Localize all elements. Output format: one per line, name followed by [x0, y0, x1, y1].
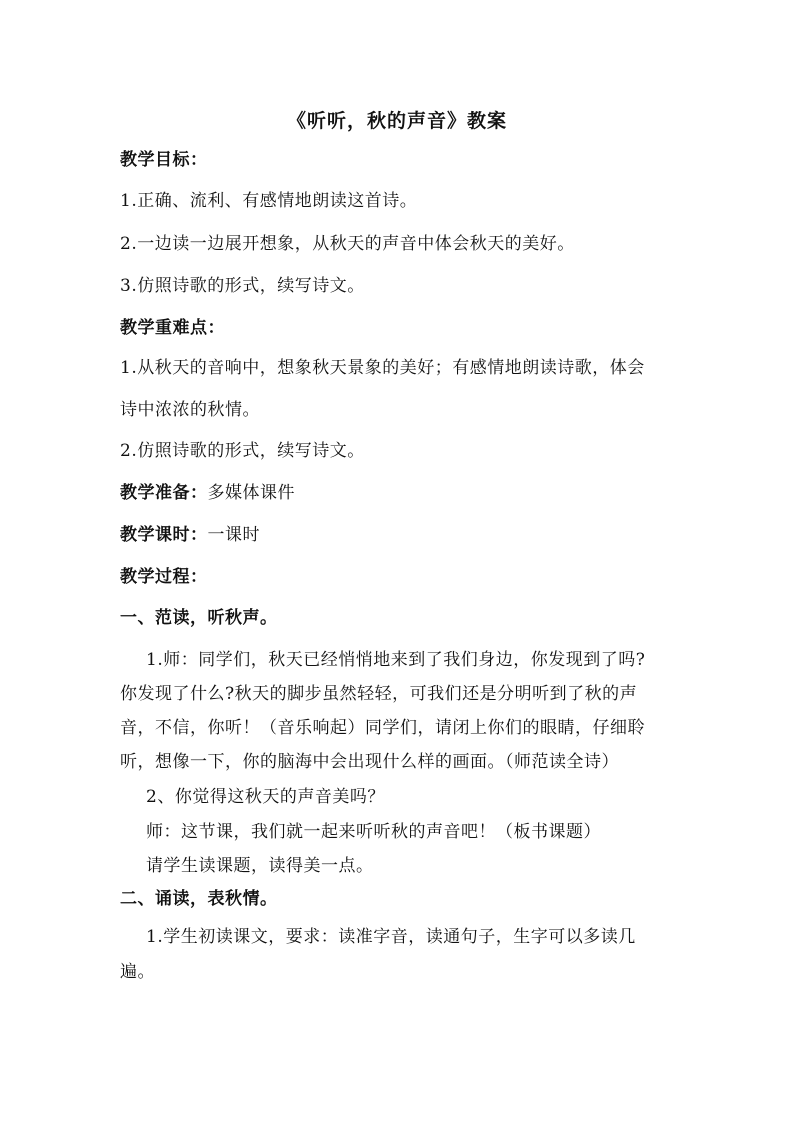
section1-paragraph: 2、你觉得这秋天的声音美吗？	[146, 787, 385, 807]
section2-paragraph-line: 1.学生初读课文，要求：读准字音，读通句子，生字可以多读几	[146, 927, 636, 947]
document-title: 《听听，秋的声音》教案	[286, 110, 507, 132]
process-heading: 教学过程：	[120, 567, 208, 587]
hours-row	[120, 525, 260, 545]
key-point-item: 2.仿照诗歌的形式，续写诗文。	[120, 441, 365, 461]
section1-paragraph-line: 你发现了什么?秋天的脚步虽然轻轻，可我们还是分明听到了秋的声	[120, 684, 638, 704]
section1-paragraph-line: 听，想像一下，你的脑海中会出现什么样的画面。（师范读全诗）	[120, 752, 619, 772]
section1-heading: 一、范读，听秋声。	[120, 608, 278, 628]
section1-paragraph-line: 音，不信，你听！（音乐响起）同学们，请闭上你们的眼睛，仔细聆	[120, 718, 645, 738]
prep-label: 教学准备：	[120, 483, 208, 503]
key-points-heading: 教学重难点：	[120, 318, 225, 338]
section1-paragraph: 师：这节课，我们就一起来听听秋的声音吧！（板书课题）	[146, 822, 601, 842]
hours-label: 教学课时：	[120, 525, 208, 545]
section2-heading: 二、诵读，表秋情。	[120, 889, 278, 909]
prep-value: 多媒体课件	[207, 483, 295, 503]
goal-item: 1.正确、流利、有感情地朗读这首诗。	[120, 191, 418, 211]
goals-heading: 教学目标：	[120, 150, 208, 170]
prep-row	[120, 483, 295, 503]
hours-value: 一课时	[207, 525, 260, 545]
section1-paragraph: 请学生读课题，读得美一点。	[146, 856, 374, 876]
section2-paragraph-line: 遍。	[120, 962, 155, 982]
goal-item: 3.仿照诗歌的形式，续写诗文。	[120, 276, 365, 296]
key-point-item: 1.从秋天的音响中，想象秋天景象的美好；有感情地朗读诗歌，体会	[120, 358, 645, 378]
goal-item: 2.一边读一边展开想象，从秋天的声音中体会秋天的美好。	[120, 234, 575, 254]
section1-paragraph-line: 1.师：同学们，秋天已经悄悄地来到了我们身边，你发现到了吗?	[146, 650, 646, 670]
key-point-item-continued: 诗中浓浓的秋情。	[120, 400, 260, 420]
